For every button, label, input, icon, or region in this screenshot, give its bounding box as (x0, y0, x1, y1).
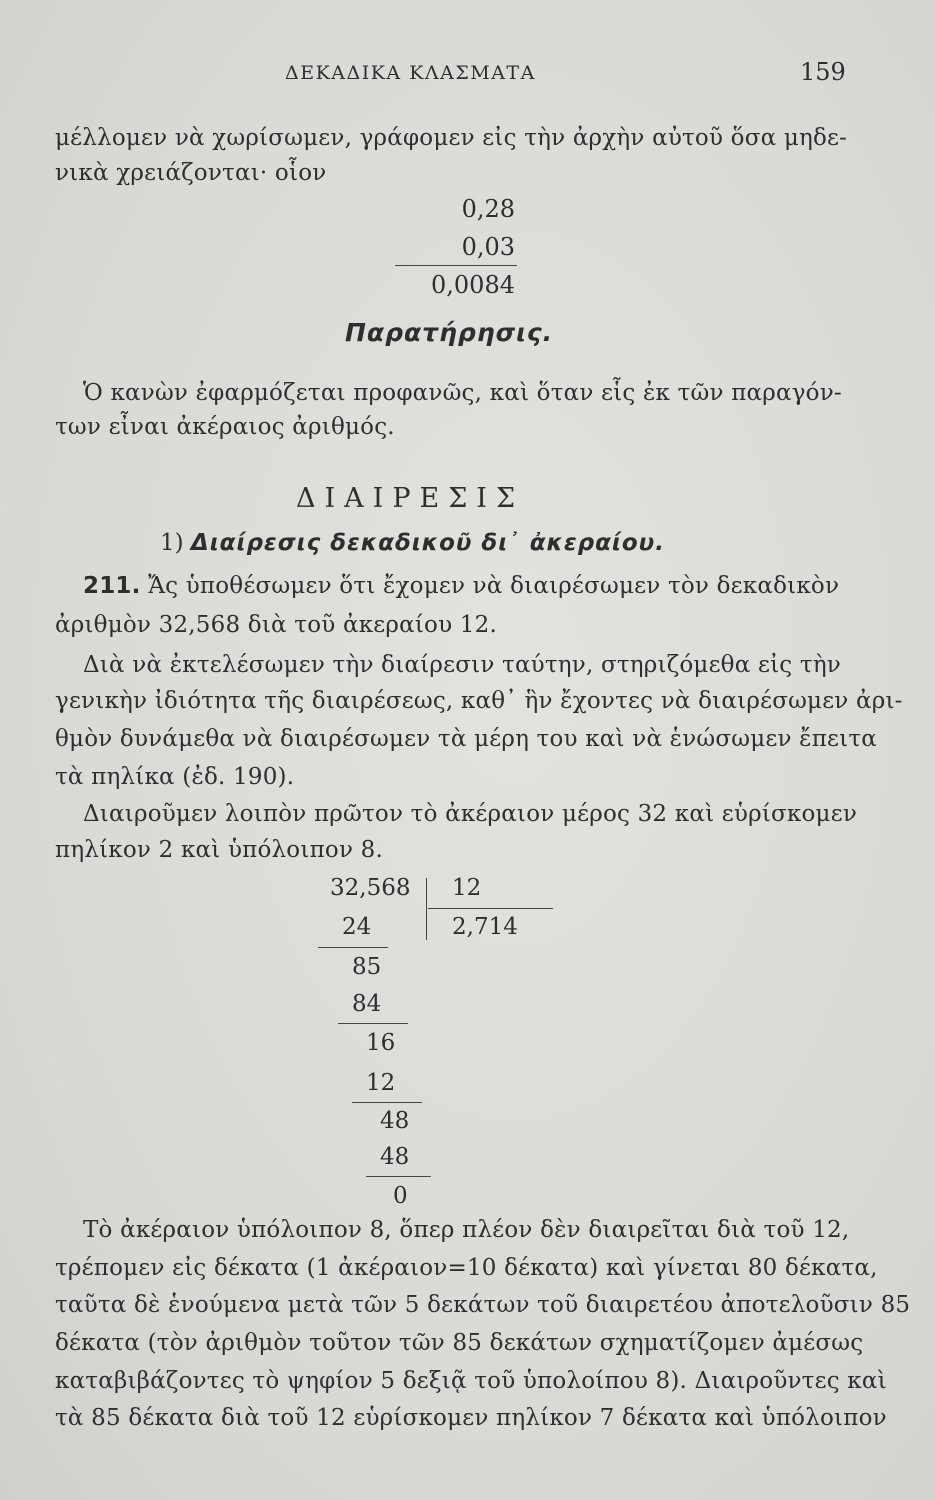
rule-3 (352, 1102, 422, 1103)
paragraph-2-line-3: θμὸν δυνάμεθα νὰ διαιρέσωμεν τὰ μέρη του καὶ νὰ ἑνώσωμεν ἔπειτα (55, 726, 878, 752)
step-24: 24 (342, 914, 372, 940)
step-84: 84 (352, 991, 382, 1017)
paragraph-number: 211. (83, 573, 141, 599)
factor-1: 0,28 (461, 195, 515, 223)
step-48b: 48 (380, 1144, 410, 1170)
long-division (300, 870, 580, 1210)
intro-line-2: νικὰ χρειάζονται· οἷον (55, 160, 327, 186)
paragraph-3-line-1: Διαιροῦμεν λοιπὸν πρῶτον τὸ ἀκέραιον μέρος 32 καὶ εὑρίσκομεν (83, 801, 857, 827)
remark-line-1: Ὁ κανὼν ἐφαρμόζεται προφανῶς, καὶ ὅταν εἷς ἐκ τῶν παραγόν- (83, 380, 842, 406)
step-48: 48 (380, 1108, 410, 1134)
paragraph-2-line-2: γενικὴν ἰδιότητα τῆς διαιρέσεως, καθ᾽ ἣν ἔχοντες νὰ διαιρέσωμεν ἀρι- (55, 688, 903, 714)
running-header-title: ΔΕΚΑΔΙΚΑ ΚΛΑΣΜΑΤΑ (285, 62, 536, 84)
remark-heading: Παρατήρησις. (345, 318, 554, 347)
paragraph-4-line-1: Τὸ ἀκέραιον ὑπόλοιπον 8, ὅπερ πλέον δὲν διαιρεῖται διὰ τοῦ 12, (83, 1217, 850, 1243)
subsection-heading: Διαίρεσις δεκαδικοῦ δι᾽ ἀκεραίου. (190, 530, 665, 556)
step-85: 85 (352, 954, 382, 980)
paragraph-211-line-1: 211. Ἄς ὑποθέσωμεν ὅτι ἔχομεν νὰ διαιρέσωμεν τὸν δεκαδικὸν (83, 573, 840, 599)
step-0: 0 (393, 1183, 408, 1209)
paragraph-2-line-4: τὰ πηλίκα (ἐδ. 190). (55, 764, 295, 790)
subsection-title (160, 530, 665, 556)
rule-4 (366, 1176, 431, 1177)
section-title: ΔΙΑΙΡΕΣΙΣ (296, 483, 525, 514)
dividend: 32,568 (330, 875, 411, 901)
quotient: 2,714 (452, 914, 518, 940)
multiplication-rule (395, 265, 517, 266)
product: 0,0084 (431, 271, 515, 299)
paragraph-211-line-2: ἀριθμὸν 32,568 διὰ τοῦ ἀκεραίου 12. (55, 612, 497, 638)
paragraph-3-line-2: πηλίκον 2 καὶ ὑπόλοιπον 8. (55, 837, 383, 863)
step-16: 16 (366, 1030, 396, 1056)
divisor: 12 (452, 875, 482, 901)
step-12: 12 (366, 1070, 396, 1096)
intro-line-1: μέλλομεν νὰ χωρίσωμεν, γράφομεν εἰς τὴν ἀρχὴν αὐτοῦ ὅσα μηδε- (55, 125, 848, 151)
division-vertical-bar (426, 878, 427, 940)
paragraph-4-line-2: τρέπομεν εἰς δέκατα (1 ἀκέραιον=10 δέκατα) καὶ γίνεται 80 δέκατα, (55, 1255, 878, 1281)
factor-2: 0,03 (461, 233, 515, 261)
paragraph-4-line-5: καταβιβάζοντες τὸ ψηφίον 5 δεξιᾷ τοῦ ὑπολοίπου 8). Διαιροῦντες καὶ (55, 1368, 887, 1394)
paragraph-4-line-4: δέκατα (τὸν ἀριθμὸν τοῦτον τῶν 85 δεκάτων σχηματίζομεν ἀμέσως (55, 1330, 864, 1356)
subsection-number: 1) (160, 530, 184, 556)
paragraph-4-line-6: τὰ 85 δέκατα διὰ τοῦ 12 εὑρίσκομεν πηλίκον 7 δέκατα καὶ ὑπόλοιπον (55, 1405, 887, 1431)
rule-1 (318, 947, 388, 948)
remark-line-2: των εἶναι ἀκέραιος ἀριθμός. (55, 414, 395, 440)
rule-2 (338, 1023, 408, 1024)
paragraph-2-line-1: Διὰ νὰ ἐκτελέσωμεν τὴν διαίρεσιν ταύτην, στηριζόμεθα εἰς τὴν (83, 652, 841, 678)
divisor-rule (428, 908, 553, 909)
paragraph-4-line-3: ταῦτα δὲ ἑνούμενα μετὰ τῶν 5 δεκάτων τοῦ διαιρετέου ἀποτελοῦσιν 85 (55, 1292, 911, 1318)
page-number: 159 (800, 58, 846, 86)
